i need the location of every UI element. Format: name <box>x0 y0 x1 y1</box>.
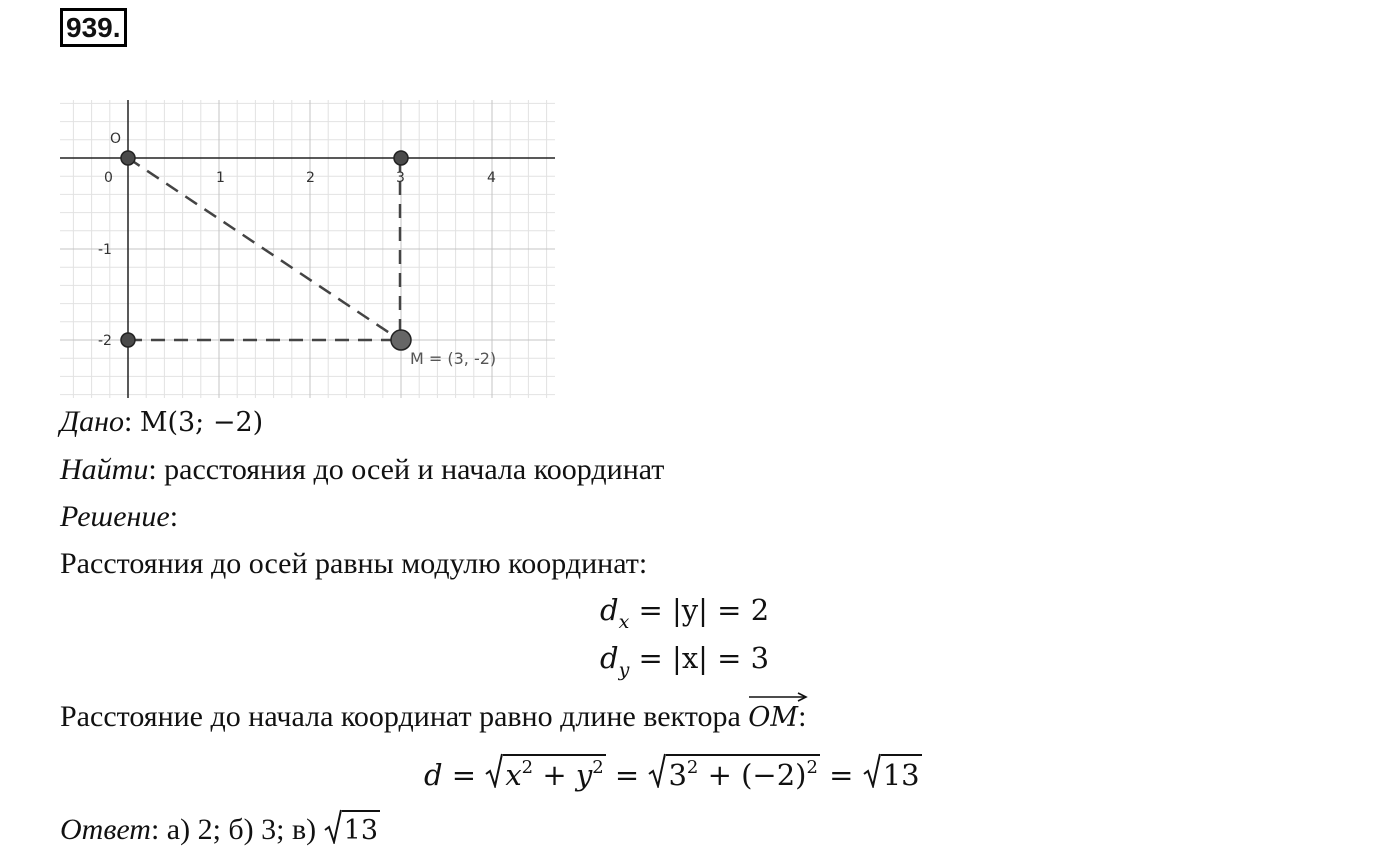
answer-text: : а) 2; б) 3; в) <box>150 813 324 846</box>
x-tick-3: 3 <box>396 170 405 186</box>
given-line <box>60 405 263 440</box>
origin-text: Расстояние до начала координат равно длине вектора <box>60 700 749 733</box>
origin-text-line <box>60 700 806 735</box>
dy-formula: $d_y = |x| = 3$ <box>600 641 770 681</box>
given-colon: : <box>123 405 133 438</box>
given-label: Дано <box>60 405 124 438</box>
x-tick-2: 2 <box>306 170 315 186</box>
find-label: Найти <box>60 453 149 486</box>
solution-line <box>60 500 178 534</box>
solution-label: Решение <box>60 500 170 533</box>
find-text: : расстояния до осей и начала координат <box>148 453 665 486</box>
given-value: M(3; −2) <box>139 407 264 438</box>
answer-label: Ответ <box>60 813 151 846</box>
point-O <box>121 151 135 165</box>
coordinate-graph <box>60 100 555 398</box>
problem-number: 939. <box>60 8 127 47</box>
y-tick-neg1: -1 <box>98 242 112 258</box>
point-m-label: M = (3, -2) <box>410 349 497 368</box>
find-line <box>60 453 664 487</box>
origin-label: O <box>110 131 122 147</box>
x-tick-4: 4 <box>487 170 496 186</box>
x-tick-1: 1 <box>216 170 225 186</box>
y-tick-neg2: -2 <box>98 333 112 349</box>
point-x-axis-projection <box>394 151 408 165</box>
dx-formula: $d_x = |y| = 2$ <box>600 593 770 633</box>
answer-line <box>60 810 380 848</box>
axes-text: Расстояния до осей равны модулю координат: <box>60 547 648 580</box>
point-M <box>391 330 411 350</box>
distance-formula: d = $x^2 + y^2$ = $3^2 + (-2)^2$ = 13 <box>424 754 922 797</box>
answer-root: 13 <box>324 810 380 848</box>
vector-om: OM <box>748 700 798 735</box>
solution-colon: : <box>169 500 179 533</box>
x-tick-0: 0 <box>104 170 113 186</box>
point-y-axis-projection <box>121 333 135 347</box>
origin-colon: : <box>798 700 807 733</box>
